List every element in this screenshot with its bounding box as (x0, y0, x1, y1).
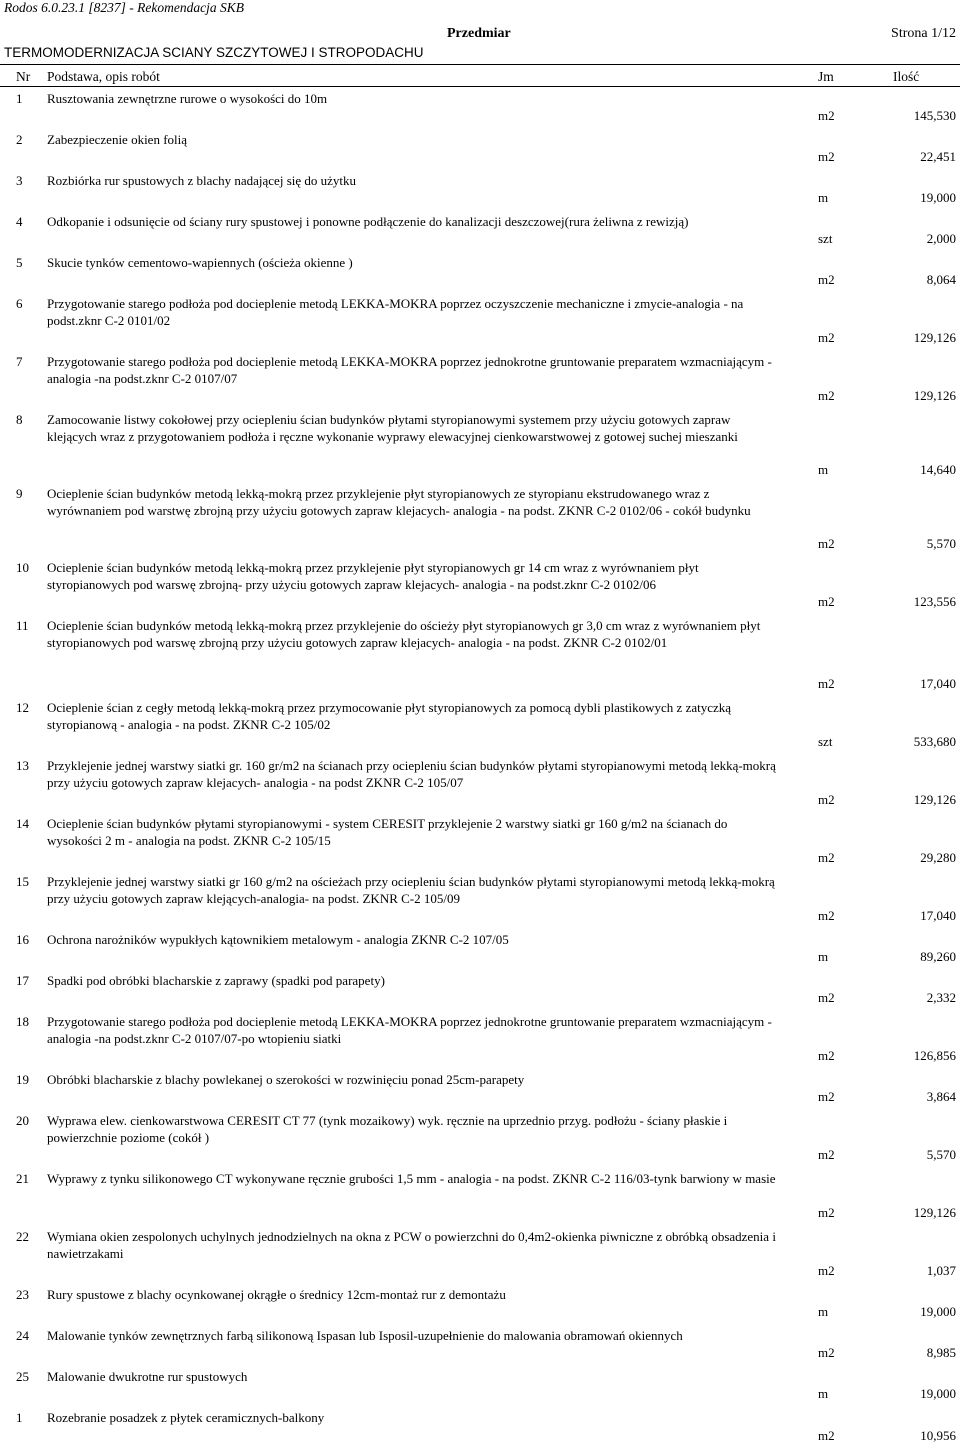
row-description: Przygotowanie starego podłoża pod docieplenie metodą LEKKA-MOKRA poprzez jednokrotne gruntowanie preparatem wzmacniającym - analogia -na podst.zknr C-2 0107/07-po wtopieniu siatki (47, 1014, 772, 1046)
table-row (0, 1069, 960, 1110)
row-unit: m2 (818, 388, 835, 403)
row-number: 24 (16, 1328, 29, 1343)
row-unit: m (818, 462, 829, 477)
row-number: 7 (16, 354, 23, 369)
row-unit: m (818, 949, 829, 964)
table-row (0, 129, 960, 170)
row-quantity: 14,640 (920, 462, 956, 477)
table-row (0, 755, 960, 813)
row-quantity: 29,280 (920, 850, 956, 865)
table-row (0, 1011, 960, 1069)
row-number: 19 (16, 1072, 29, 1087)
row-quantity: 19,000 (920, 190, 956, 205)
row-quantity: 5,570 (926, 1147, 956, 1162)
row-quantity: 5,570 (926, 536, 956, 551)
table-row (0, 929, 960, 970)
row-number: 13 (16, 758, 29, 773)
row-number: 8 (16, 412, 23, 427)
row-quantity: 89,260 (920, 949, 956, 964)
row-unit: m (818, 1386, 829, 1401)
row-unit: m2 (818, 594, 835, 609)
row-description: Ocieplenie ścian z cegły metodą lekką-mokrą przez przymocowanie płyt styropianowych za pomocą dybli plastikowych z zatyczką styropianową - analogia - na podst. ZKNR C-2 105/02 (47, 700, 732, 732)
row-description: Rozbiórka rur spustowych z blachy nadającej się do użytku (47, 173, 357, 188)
row-description: Rusztowania zewnętrzne rurowe o wysokości do 10m (47, 91, 328, 106)
row-number: 12 (16, 700, 29, 715)
row-description: Przygotowanie starego podłoża pod docieplenie metodą LEKKA-MOKRA poprzez jednokrotne gruntowanie preparatem wzmacniającym - analogia -na podst.zknr C-2 0107/07 (47, 354, 772, 386)
table-row (0, 293, 960, 351)
row-unit: m2 (818, 990, 835, 1005)
row-number: 22 (16, 1229, 29, 1244)
row-quantity: 129,126 (913, 388, 956, 403)
row-number: 3 (16, 173, 23, 188)
table-row (0, 557, 960, 615)
row-number: 10 (16, 560, 29, 575)
row-unit: m (818, 190, 829, 205)
row-description: Zabezpieczenie okien folią (47, 132, 188, 147)
row-number: 15 (16, 874, 29, 889)
estimate-table (0, 88, 960, 1449)
column-header-nr: Nr (16, 69, 31, 84)
header-bottom-rule (0, 86, 960, 87)
row-quantity: 17,040 (920, 908, 956, 923)
row-quantity: 533,680 (913, 734, 956, 749)
row-number: 9 (16, 486, 23, 501)
row-quantity: 2,000 (926, 231, 956, 246)
row-number: 20 (16, 1113, 29, 1128)
table-row (0, 1110, 960, 1168)
row-quantity: 129,126 (913, 792, 956, 807)
row-unit: m2 (818, 1205, 835, 1220)
row-quantity: 3,864 (926, 1089, 956, 1104)
row-number: 17 (16, 973, 29, 988)
row-number: 2 (16, 132, 23, 147)
row-unit: m2 (818, 1048, 835, 1063)
row-number: 25 (16, 1369, 29, 1384)
row-description: Przyklejenie jednej warstwy siatki gr. 160 gr/m2 na ścianach przy ociepleniu ścian budynków płytami styropianowymi metodą lekką-mokrą przy użyciu gotowych zapraw klejacych- analogia - na podst ZKNR C-2 105/07 (47, 758, 776, 790)
table-row (0, 170, 960, 211)
table-row (0, 697, 960, 755)
row-quantity: 129,126 (913, 1205, 956, 1220)
table-row (0, 1407, 960, 1449)
row-unit: m2 (818, 1263, 835, 1278)
row-unit: m2 (818, 108, 835, 123)
row-unit: m2 (818, 1345, 835, 1360)
row-quantity: 22,451 (920, 149, 956, 164)
row-quantity: 2,332 (926, 990, 956, 1005)
row-description: Przygotowanie starego podłoża pod docieplenie metodą LEKKA-MOKRA poprzez oczyszczenie mechaniczne i zmycie-analogia - na podst.zknr C-2 0101/02 (47, 296, 744, 328)
row-number: 1 (16, 1410, 23, 1425)
row-description: Ocieplenie ścian budynków metodą lekką-mokrą przez przyklejenie płyt styropianowych gr 14 cm wraz z wyrównaniem płyt styropianowych pod warswę zbrojną- przy użyciu gotowych zapraw klejacych- analogia - na podst.zknr C-2 0102/06 (47, 560, 699, 592)
row-description: Ochrona narożników wypukłych kątownikiem metalowym - analogia ZKNR C-2 107/05 (47, 932, 509, 947)
row-description: Skucie tynków cementowo-wapiennych (ościeża okienne ) (47, 255, 353, 270)
row-description: Rozebranie posadzek z płytek ceramicznych-balkony (47, 1410, 325, 1425)
row-number: 4 (16, 214, 23, 229)
row-unit: m (818, 1304, 829, 1319)
table-row (0, 615, 960, 697)
row-description: Spadki pod obróbki blacharskie z zaprawy (spadki pod parapety) (47, 973, 385, 988)
app-title: Rodos 6.0.23.1 [8237] - Rekomendacja SKB (4, 0, 244, 15)
header-top-rule (0, 64, 960, 65)
row-number: 21 (16, 1171, 29, 1186)
row-unit: m2 (818, 792, 835, 807)
row-description: Malowanie tynków zewnętrznych farbą silikonową Ispasan lub Isposil-uzupełnienie do malowania obramowań okiennych (47, 1328, 683, 1343)
row-unit: m2 (818, 330, 835, 345)
row-unit: szt (818, 231, 833, 246)
row-quantity: 145,530 (913, 108, 956, 123)
row-number: 1 (16, 91, 23, 106)
table-row (0, 409, 960, 483)
table-row (0, 351, 960, 409)
page-number: Strona 1/12 (891, 26, 956, 41)
row-unit: m2 (818, 908, 835, 923)
row-description: Ocieplenie ścian budynków płytami styropianowymi - system CERESIT przyklejenie 2 warstwy siatki gr 160 g/m2 na ścianach do wysokości 2 m - analogia na podst. ZKNR C-2 105/15 (47, 816, 728, 848)
row-description: Wyprawa elew. cienkowarstwowa CERESIT CT 77 (tynk mozaikowy) wyk. ręcznie na uprzednio przyg. podłożu - ściany płaskie i powierzchnie poziome (cokół ) (47, 1113, 728, 1145)
table-row (0, 252, 960, 293)
row-unit: m2 (818, 1089, 835, 1104)
row-description: Ocieplenie ścian budynków metodą lekką-mokrą przez przyklejenie do ościeży płyt styropianowych gr 3,0 cm wraz z wyrównaniem płyt styropianowych pod warswę zbrojną przy użyciu gotowych zapraw klejacych- analogia - na podst. ZKNR C-2 0102/01 (47, 618, 761, 650)
document-title: Przedmiar (447, 26, 511, 41)
row-quantity: 1,037 (926, 1263, 956, 1278)
row-number: 23 (16, 1287, 29, 1302)
table-row (0, 813, 960, 871)
row-number: 14 (16, 816, 29, 831)
column-header-unit: Jm (818, 69, 834, 84)
row-number: 18 (16, 1014, 29, 1029)
row-unit: m2 (818, 1147, 835, 1162)
table-row (0, 1284, 960, 1325)
document-subtitle: TERMOMODERNIZACJA SCIANY SZCZYTOWEJ I STROPODACHU (4, 45, 424, 60)
row-number: 16 (16, 932, 29, 947)
row-number: 5 (16, 255, 23, 270)
table-row (0, 970, 960, 1011)
table-row (0, 88, 960, 129)
row-quantity: 8,064 (926, 272, 956, 287)
table-row (0, 1168, 960, 1226)
row-number: 6 (16, 296, 23, 311)
row-unit: m2 (818, 272, 835, 287)
table-row (0, 211, 960, 252)
table-row (0, 483, 960, 557)
row-description: Wymiana okien zespolonych uchylnych jednodzielnych na okna z PCW o powierzchni do 0,4m2-okienka piwniczne z obróbką obsadzenia i nawietrzakami (47, 1229, 776, 1261)
column-header-quantity: Ilość (893, 69, 920, 84)
row-description: Malowanie dwukrotne rur spustowych (47, 1369, 248, 1384)
column-header-description: Podstawa, opis robót (47, 69, 160, 84)
row-description: Ocieplenie ścian budynków metodą lekką-mokrą przez przyklejenie płyt styropianowych ze styropianu ekstrudowanego wraz z wyrównaniem pod warstwę zbrojną przy użyciu gotowych zapraw klejacych- analogia - na podst. ZKNR C-2 0102/06 - cokół budynku (47, 486, 751, 518)
row-quantity: 123,556 (913, 594, 956, 609)
row-quantity: 126,856 (913, 1048, 956, 1063)
row-unit: m2 (818, 1428, 835, 1443)
row-quantity: 10,956 (920, 1428, 956, 1443)
row-description: Obróbki blacharskie z blachy powlekanej o szerokości w rozwinięciu ponad 25cm-parapety (47, 1072, 525, 1087)
row-unit: m2 (818, 676, 835, 691)
row-description: Przyklejenie jednej warstwy siatki gr 160 g/m2 na ościeżach przy ociepleniu ścian budynków płytami styropianowymi metodą lekką-mokrą przy użyciu gotowych zapraw klejących-analogia- na podst. ZKNR C-2 105/09 (47, 874, 775, 906)
table-row (0, 1366, 960, 1407)
row-number: 11 (16, 618, 29, 633)
row-quantity: 129,126 (913, 330, 956, 345)
row-unit: m2 (818, 149, 835, 164)
row-quantity: 19,000 (920, 1304, 956, 1319)
row-quantity: 17,040 (920, 676, 956, 691)
row-quantity: 19,000 (920, 1386, 956, 1401)
table-row (0, 871, 960, 929)
row-unit: m2 (818, 850, 835, 865)
table-row (0, 1325, 960, 1366)
table-row (0, 1226, 960, 1284)
row-description: Odkopanie i odsunięcie od ściany rury spustowej i ponowne podłączenie do kanalizacji deszczowej(rura żeliwna z rewizją) (47, 214, 689, 229)
row-description: Zamocowanie listwy cokołowej przy ociepleniu ścian budynków płytami styropianowymi systemem przy użyciu gotowych zapraw klejących wraz z przygotowaniem podłoża i ręczne wykonanie wyprawy elewacyjnej cienkowarstwowej z gotowej suchej mieszanki (47, 412, 738, 444)
row-quantity: 8,985 (926, 1345, 956, 1360)
row-description: Rury spustowe z blachy ocynkowanej okrągłe o średnicy 12cm-montaż rur z demontażu (47, 1287, 506, 1302)
row-description: Wyprawy z tynku silikonowego CT wykonywane ręcznie grubości 1,5 mm - analogia - na podst. ZKNR C-2 116/03-tynk barwiony w masie (47, 1171, 776, 1186)
row-unit: m2 (818, 536, 835, 551)
row-unit: szt (818, 734, 833, 749)
